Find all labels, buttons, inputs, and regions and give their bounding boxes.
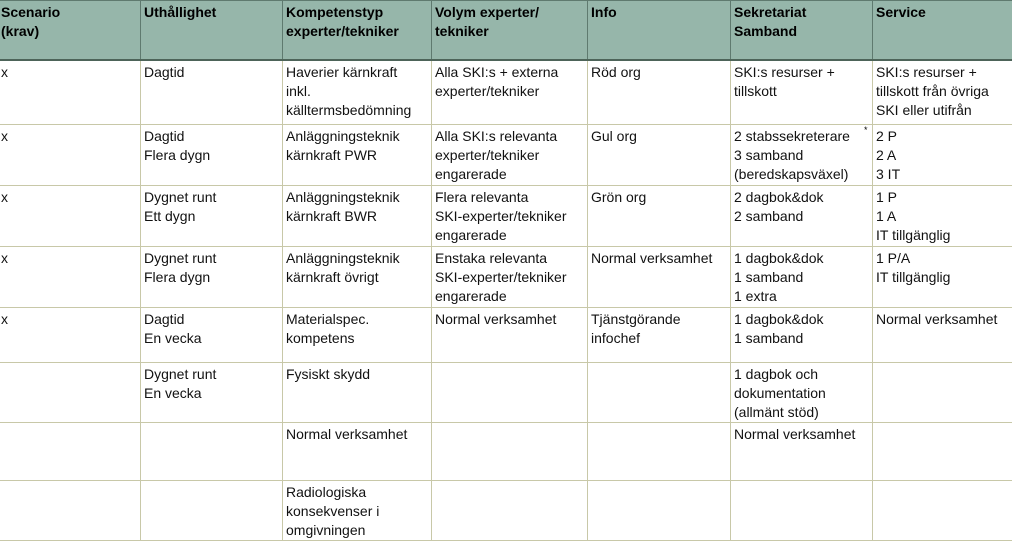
table-cell	[588, 480, 731, 540]
table-cell	[873, 422, 1012, 480]
table-cell: Anläggningsteknik kärnkraft BWR	[283, 185, 432, 246]
table-cell: x	[0, 185, 141, 246]
table-cell: x	[0, 307, 141, 362]
table-cell: Normal verksamhet	[432, 307, 588, 362]
header-service: Service	[873, 1, 1012, 61]
header-kompetenstyp: Kompetenstyp experter/tekniker	[283, 1, 432, 61]
table-cell: Tjänstgörande infochef	[588, 307, 731, 362]
table-row	[0, 246, 1012, 307]
table-cell	[141, 422, 283, 480]
table-cell: x	[0, 60, 141, 124]
table-cell: Fysiskt skydd	[283, 362, 432, 422]
table-cell: Haverier kärnkraft inkl. källtermsbedömning	[283, 60, 432, 124]
table-cell	[731, 480, 873, 540]
table-cell: Normal verksamhet	[873, 307, 1012, 362]
table-cell	[432, 480, 588, 540]
table-cell: Dagtid En vecka	[141, 307, 283, 362]
table-cell: Materialspec. kompetens	[283, 307, 432, 362]
table-cell	[873, 362, 1012, 422]
table-cell: 1 dagbok&dok 1 samband	[731, 307, 873, 362]
table-cell: Normal verksamhet	[731, 422, 873, 480]
table-cell: Grön org	[588, 185, 731, 246]
header-scenario: Scenario (krav)	[0, 1, 141, 61]
table-row	[0, 307, 1012, 362]
table-cell: Dygnet runt Ett dygn	[141, 185, 283, 246]
header-info: Info	[588, 1, 731, 61]
table-cell: Dagtid	[141, 60, 283, 124]
table-cell	[432, 422, 588, 480]
table-row	[0, 480, 1012, 540]
table-row	[0, 362, 1012, 422]
table-cell: Gul org	[588, 124, 731, 185]
header-volym: Volym experter/ tekniker	[432, 1, 588, 61]
table-row	[0, 124, 1012, 185]
table-row	[0, 60, 1012, 124]
header-uthallighet: Uthållighet	[141, 1, 283, 61]
header-row	[0, 1, 1012, 61]
table-cell: x	[0, 246, 141, 307]
footnote-mark: *	[864, 125, 868, 135]
table-cell: Alla SKI:s relevanta experter/tekniker engarerade	[432, 124, 588, 185]
table-cell: Dygnet runt Flera dygn	[141, 246, 283, 307]
table-row	[0, 422, 1012, 480]
table-cell: Anläggningsteknik kärnkraft PWR	[283, 124, 432, 185]
table-cell	[873, 480, 1012, 540]
table-cell: 2 stabssekreterare 3 samband (beredskapsväxel)	[731, 124, 873, 185]
table-cell: 2 dagbok&dok 2 samband	[731, 185, 873, 246]
table-cell	[0, 362, 141, 422]
table-cell: Dygnet runt En vecka	[141, 362, 283, 422]
table-cell: 1 dagbok och dokumentation (allmänt stöd)	[731, 362, 873, 422]
table-cell: 1 dagbok&dok 1 samband 1 extra	[731, 246, 873, 307]
table-cell: Anläggningsteknik kärnkraft övrigt	[283, 246, 432, 307]
table-cell: Röd org	[588, 60, 731, 124]
table-cell: Flera relevanta SKI-experter/tekniker engarerade	[432, 185, 588, 246]
table-cell: 2 P 2 A 3 IT	[873, 124, 1012, 185]
table-cell	[432, 362, 588, 422]
table-cell: Normal verksamhet	[283, 422, 432, 480]
table-cell: SKI:s resurser + tillskott	[731, 60, 873, 124]
table-cell: Normal verksamhet	[588, 246, 731, 307]
table-cell: x	[0, 124, 141, 185]
table-cell: Dagtid Flera dygn	[141, 124, 283, 185]
table-cell	[0, 480, 141, 540]
table-cell	[141, 480, 283, 540]
header-sekretariat: Sekretariat Samband	[731, 1, 873, 61]
table-cell: Radiologiska konsekvenser i omgivningen	[283, 480, 432, 540]
table-cell	[588, 422, 731, 480]
table-cell: 1 P 1 A IT tillgänglig	[873, 185, 1012, 246]
table-cell: Alla SKI:s + externa experter/tekniker	[432, 60, 588, 124]
table-cell: 1 P/A IT tillgänglig	[873, 246, 1012, 307]
table-row	[0, 185, 1012, 246]
table-cell: SKI:s resurser + tillskott från övriga SKI eller utifrån	[873, 60, 1012, 124]
table-cell: Enstaka relevanta SKI-experter/tekniker engarerade	[432, 246, 588, 307]
table-cell	[0, 422, 141, 480]
table-cell	[588, 362, 731, 422]
